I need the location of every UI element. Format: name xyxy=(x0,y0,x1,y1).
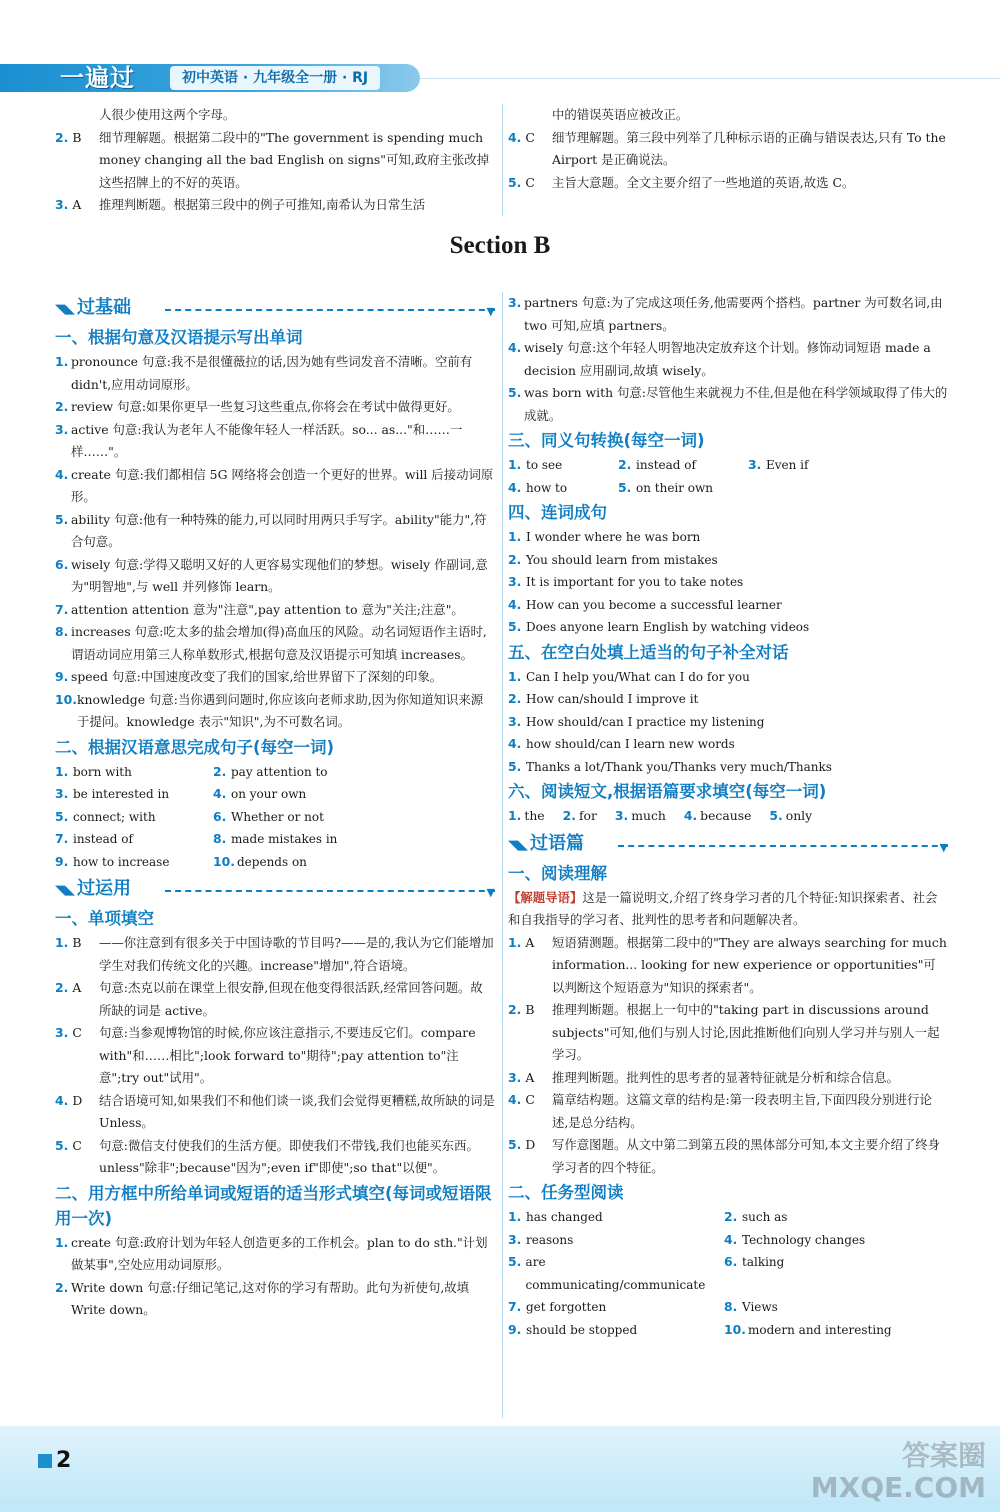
answer-number: 6. xyxy=(55,556,69,572)
answer-number: 5. xyxy=(55,511,69,527)
answer-item: 2. pay attention to xyxy=(213,763,328,779)
answer-item: 1. create 句意:政府计划为年轻人创造更多的工作机会。plan to do sth."计划做某事",空处应用动词原形。 xyxy=(55,1234,488,1272)
answer-item: 5. C 句意:微信支付使我们的生活方便。即使我们不带钱,我们也能买东西。unless"除非";because"因为";even if"即使";so that"以便"。 xyxy=(55,1137,479,1175)
answer-item: 5. was born with 句意:尽管他生来就视力不佳,但是他在科学领域取得了伟大的成就。 xyxy=(508,385,948,423)
answer-item: 2. such as xyxy=(724,1209,788,1224)
answer-number: 1. xyxy=(55,354,69,369)
answer-item: 1. to see xyxy=(508,457,563,472)
answer-number: 5. xyxy=(508,174,522,190)
s10-grid xyxy=(508,1206,948,1341)
answer-choice: A xyxy=(72,197,82,212)
chevron-down-icon: ▼ xyxy=(486,886,495,899)
answer-number: 2. xyxy=(55,399,69,414)
answer-choice: C xyxy=(525,129,535,145)
answer-item xyxy=(55,419,495,464)
answer-text: 主旨大意题。全文主要介绍了一些地道的英语,故选 C。 xyxy=(552,174,855,190)
page-marker xyxy=(38,1454,52,1468)
answer-item xyxy=(55,194,495,217)
answer-item: 2. Write down 句意:仔细记笔记,这对你的学习有帮助。此句为祈使句,故填 Write down。 xyxy=(55,1279,470,1317)
answer-item xyxy=(55,351,495,396)
header-divider xyxy=(420,78,1000,79)
answer-number: 4. xyxy=(508,129,522,145)
answer-item: 5. are communicating/communicate xyxy=(508,1254,706,1292)
answer-item: 4. D 结合语境可知,如果我们不和他们谈一谈,我们会觉得更糟糕,故所缺的词是 Unless。 xyxy=(55,1092,495,1130)
answer-number: 3. xyxy=(55,197,69,212)
answer-item: 3. reasons xyxy=(508,1231,574,1247)
answer-item: 2. instead of xyxy=(618,457,696,472)
s2-grid xyxy=(55,761,495,874)
answer-text: 细节理解题。第三段中列举了几种标示语的正确与错误表达,只有 To the Airport 是正确说法。 xyxy=(552,129,946,167)
solution-guide xyxy=(508,887,948,932)
s1-list xyxy=(55,351,495,734)
top-right-column xyxy=(508,104,948,194)
subheading: 二、任务型阅读 xyxy=(508,1183,624,1202)
answer-item xyxy=(55,396,495,419)
answer-item: 5. Thanks a lot/Thank you/Thanks very much/Thanks xyxy=(508,758,832,774)
heading-practice: ◥◣ 过运用 ▼ xyxy=(55,877,495,903)
answer-item: 4. How can you become a successful learner xyxy=(508,596,782,612)
answer-item xyxy=(55,464,495,509)
subheading: 二、用方框中所给单词或短语的适当形式填空(每词或短语限用一次) xyxy=(55,1183,492,1228)
answer-item xyxy=(508,104,948,127)
answer-item: 3. be interested in xyxy=(55,786,170,801)
answer-text: ability 句意:他有一种特殊的能力,可以同时用两只手写字。ability"能力",符合句意。 xyxy=(71,511,487,549)
s9-list xyxy=(508,932,948,1180)
answer-item: 4. how to xyxy=(508,479,568,495)
answer-item: 8. made mistakes in xyxy=(213,831,338,846)
answer-item: 2. B 推理判断题。根据上一句中的"taking part in discussions around subjects"可知,他们与别人讨论,因此推断他们向别人学习并与别人一起学习。 xyxy=(508,1002,940,1062)
guide-text: 这是一篇说明文,介绍了终身学习者的几个特征:知识探索者、社会和自我指导的学习者、批判性的思考者和问题解决者。 xyxy=(508,889,938,927)
swoosh-icon: ◥◣ xyxy=(55,883,75,898)
answer-item: 5. Does anyone learn English by watching videos xyxy=(508,619,810,634)
answer-item: 2. How can/should I improve it xyxy=(508,691,699,706)
answer-item: 3. A 推理判断题。批判性的思考者的显著特征就是分析和综合信息。 xyxy=(508,1069,899,1085)
answer-text: pronounce 句意:我不是很懂薇拉的话,因为她有些词发音不清晰。空前有 didn't,应用动词原形。 xyxy=(71,354,473,392)
right-column xyxy=(508,292,948,1341)
answer-choice: C xyxy=(525,174,535,190)
answer-number: 2. xyxy=(55,129,69,145)
answer-item: 1. has changed xyxy=(508,1209,603,1224)
s6-list xyxy=(508,526,948,639)
answer-number: 8. xyxy=(55,624,69,639)
answer-item: 1. I wonder where he was born xyxy=(508,529,701,544)
answer-text: 细节理解题。根据第二段中的"The government is spending much money changing all the bad English on signs"可知,政府主张改掉这些招牌上的不好的英语。 xyxy=(99,129,490,190)
answer-item: 3. Even if xyxy=(748,457,809,472)
subheading: 一、阅读理解 xyxy=(508,863,607,883)
answer-item xyxy=(508,127,948,172)
answer-item: 3. partners 句意:为了完成这项任务,他需要两个搭档。partner 为可数名词,由 two 可知,应填 partners。 xyxy=(508,295,943,333)
answer-item: 5. connect; with xyxy=(55,808,156,824)
answer-item xyxy=(55,104,495,127)
answer-item: 8. Views xyxy=(724,1299,778,1314)
s3-list xyxy=(55,932,495,1180)
answer-choice: B xyxy=(72,129,82,145)
answer-item: 3. How should/can I practice my listening xyxy=(508,713,765,729)
answer-item xyxy=(55,621,495,666)
subheading: 六、阅读短文,根据语篇要求填空(每空一词) xyxy=(508,782,827,801)
answer-item: 2. A 句意:杰克以前在课堂上很安静,但现在他变得很活跃,经常回答问题。故所缺的词是 active。 xyxy=(55,980,483,1018)
answer-item: 10. depends on xyxy=(213,853,307,869)
answer-item xyxy=(508,172,948,195)
chevron-down-icon: ▼ xyxy=(486,305,495,318)
answer-item: 1. Can I help you/What can I do for you xyxy=(508,668,750,684)
swoosh-icon: ◥◣ xyxy=(508,837,528,853)
subheading: 一、单项填空 xyxy=(55,909,154,928)
answer-item: 10. modern and interesting xyxy=(724,1321,892,1337)
answer-item: 4. C 篇章结构题。这篇文章的结构是:第一段表明主旨,下面四段分别进行论述,是总分结构。 xyxy=(508,1092,932,1130)
subheading: 三、同义句转换(每空一词) xyxy=(508,431,705,450)
heading-basics: ◥◣ 过基础 ▼ xyxy=(55,296,495,322)
answer-item xyxy=(55,127,495,195)
answer-text: active 句意:我认为老年人不能像年轻人一样活跃。so... as..."和……一样……"。 xyxy=(71,421,463,459)
answer-item xyxy=(55,689,495,734)
watermark: 答案圈 MXQE.COM xyxy=(810,1439,986,1504)
top-left-column xyxy=(55,104,495,217)
answer-item xyxy=(55,666,495,689)
answer-number: 10. xyxy=(55,691,77,707)
guide-label: 【解题导语】 xyxy=(508,889,583,905)
subheading: 一、根据句意及汉语提示写出单词 xyxy=(55,328,303,347)
answer-item: 9. how to increase xyxy=(55,853,170,869)
answer-item: 6. talking xyxy=(724,1254,785,1269)
answer-item: 9. should be stopped xyxy=(508,1321,638,1337)
chevron-down-icon: ▼ xyxy=(939,840,948,854)
answer-number: 7. xyxy=(55,601,69,617)
column-divider xyxy=(502,104,503,216)
subheading: 二、根据汉语意思完成句子(每空一词) xyxy=(55,737,335,757)
answer-text: increases 句意:吃太多的盐会增加(得)高血压的风险。动名词短语作主语时,谓语动词应用第三人称单数形式,根据句意及汉语提示可知填 increases。 xyxy=(71,624,487,662)
answer-text: knowledge 句意:当你遇到问题时,你应该向老师求助,因为你知道知识来源于提问。knowledge 表示"知识",为不可数名词。 xyxy=(77,691,484,729)
answer-item: 4. on your own xyxy=(213,786,307,801)
s5-grid xyxy=(508,454,948,499)
heading-passage: ◥◣ 过语篇 ▼ xyxy=(508,832,948,858)
answer-item: 4. wisely 句意:这个年轻人明智地决定放弃这个计划。修饰动词短语 made a decision 应用副词,故填 wisely。 xyxy=(508,340,931,378)
answer-item: 4. Technology changes xyxy=(724,1231,866,1247)
answer-number: 4. xyxy=(55,466,69,482)
answer-item: 3. C 句意:当参观博物馆的时候,你应该注意指示,不要违反它们。compare with"和……相比";look forward to"期待";pay attention to"注意";try out"试用"。 xyxy=(55,1025,476,1085)
answer-item: 2. You should learn from mistakes xyxy=(508,551,718,567)
answer-item: 7. get forgotten xyxy=(508,1299,607,1314)
swoosh-icon: ◥◣ xyxy=(55,302,75,317)
answer-item: 5. on their own xyxy=(618,479,714,495)
column-divider xyxy=(502,292,503,1418)
s7-list xyxy=(508,666,948,779)
answer-item: 1. A 短语猜测题。根据第二段中的"They are always searching for much information... looking for new experience or opportunities"可以判断这个短语意为"知识的探索者"。 xyxy=(508,934,947,995)
answer-text: create 句意:我们都相信 5G 网络将会创造一个更好的世界。will 后接动词原形。 xyxy=(71,466,494,504)
answer-item: 4. how should/can I learn new words xyxy=(508,736,735,751)
book-subtitle: 初中英语 · 九年级全一册 · RJ xyxy=(170,66,380,90)
page-number: 2 xyxy=(56,1448,72,1473)
section-title: Section B xyxy=(449,232,551,259)
brand-logo: 一遍过 xyxy=(60,64,135,92)
s4-list xyxy=(55,1232,495,1322)
left-column xyxy=(55,292,495,1322)
s8-row: 1. the 2. for 3. much 4. because 5. only xyxy=(508,808,813,823)
answer-item: 1. B ——你注意到有很多关于中国诗歌的节目吗?——是的,我认为它们能增加学生对我们传统文化的兴趣。increase"增加",符合语境。 xyxy=(55,935,494,973)
answer-text: wisely 句意:学得又聪明又好的人更容易实现他们的梦想。wisely 作副词,意为"明智地",与 well 并列修饰 learn。 xyxy=(71,556,488,594)
answer-text: 人很少使用这两个字母。 xyxy=(99,107,236,122)
answer-text: review 句意:如果你更早一些复习这些重点,你将会在考试中做得更好。 xyxy=(71,399,460,414)
answer-item: 1. born with xyxy=(55,763,132,779)
answer-item: 6. Whether or not xyxy=(213,808,324,824)
answer-item: 3. It is important for you to take notes xyxy=(508,574,744,589)
answer-item: 7. instead of xyxy=(55,831,133,846)
subheading: 四、连词成句 xyxy=(508,503,607,522)
answer-text: speed 句意:中国速度改变了我们的国家,给世界留下了深刻的印象。 xyxy=(71,669,443,684)
answer-number: 3. xyxy=(55,421,69,437)
answer-text: 推理判断题。根据第三段中的例子可推知,南希认为日常生活 xyxy=(99,197,426,212)
answer-text: attention attention 意为"注意",pay attention to 意为"关注;注意"。 xyxy=(71,601,464,617)
answer-item xyxy=(55,509,495,554)
subheading: 五、在空白处填上适当的句子补全对话 xyxy=(508,642,789,662)
answer-item xyxy=(55,554,495,599)
page-header xyxy=(0,58,1000,98)
r-list xyxy=(508,292,948,427)
answer-text: 中的错误英语应被改正。 xyxy=(552,107,689,122)
answer-number: 9. xyxy=(55,669,69,684)
answer-item: 5. D 写作意图题。从文中第二到第五段的黑体部分可知,本文主要介绍了终身学习者的四个特征。 xyxy=(508,1137,941,1175)
answer-item xyxy=(55,599,495,622)
